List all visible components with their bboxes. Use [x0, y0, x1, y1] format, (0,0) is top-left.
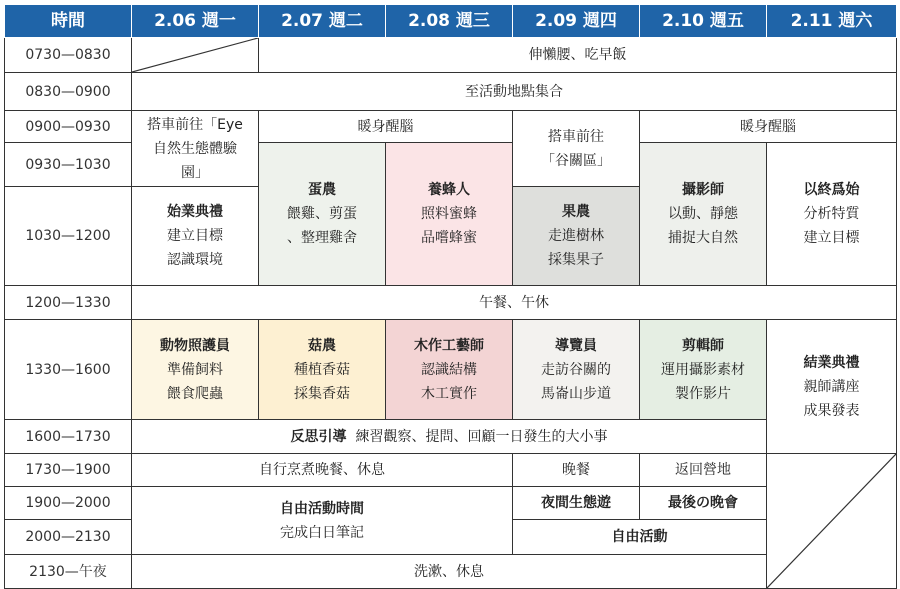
activity-line-2: 木工實作	[421, 385, 477, 402]
thu-bus	[513, 111, 640, 187]
thu-orchard-farmer	[513, 187, 640, 286]
activity-line-2: 成果發表	[803, 402, 860, 419]
activity-line-2: 馬崙山步道	[541, 385, 611, 402]
row-2130	[5, 555, 897, 589]
sat-empty-diagonal-cell	[767, 454, 897, 589]
free-activity: 自由活動	[513, 520, 767, 555]
time-slot: 0930—1030	[5, 143, 132, 187]
tue-egg-farmer	[259, 143, 386, 286]
activity-line-1: 分析特質	[803, 206, 860, 222]
activity-line-2: 採集果子	[548, 252, 604, 268]
diagonal-line	[132, 38, 258, 72]
activity-line-1: 餵雞、剪蛋	[287, 206, 357, 222]
activity-title: 果農	[562, 204, 590, 220]
activity-title: 以終爲始	[803, 182, 860, 198]
thu-night-eco-tour: 夜間生態遊	[513, 487, 640, 520]
activity-title: 動物照護員	[160, 337, 230, 354]
wed-woodworker	[386, 320, 513, 420]
thu-tour-guide	[513, 320, 640, 420]
time-slot: 2130—午夜	[5, 555, 132, 589]
time-slot: 1600—1730	[5, 420, 132, 454]
sat-closing-ceremony	[767, 320, 897, 454]
activity-title: 攝影師	[682, 182, 724, 198]
warmup-fri-sat: 暖身醒腦	[640, 111, 897, 143]
warmup-tue-wed: 暖身醒腦	[259, 111, 513, 143]
wash-rest: 洗漱、休息	[132, 555, 767, 589]
time-slot: 0900—0930	[5, 111, 132, 143]
mon-opening-ceremony	[132, 187, 259, 286]
time-slot: 0830—0900	[5, 73, 132, 111]
header-row	[5, 5, 897, 38]
empty-diagonal-cell	[132, 38, 259, 73]
activity-line-1: 走進樹林	[548, 228, 604, 244]
mon-bus-line-3: 園」	[181, 164, 209, 181]
fri-return-camp: 返回營地	[640, 454, 767, 487]
activity-line-1: 照料蜜蜂	[421, 206, 477, 222]
time-slot: 1900—2000	[5, 487, 132, 520]
header-day-sat: 2.11 週六	[767, 5, 897, 38]
mon-animal-keeper	[132, 320, 259, 420]
fri-photographer	[640, 143, 767, 286]
reflection-text: 練習觀察、提問、回顧一日發生的大小事	[355, 428, 608, 445]
activity-title: 結業典禮	[803, 354, 860, 371]
row-0830	[5, 73, 897, 111]
activity-line-1: 完成白日筆記	[280, 524, 364, 541]
fri-last-party: 最後の晚會	[640, 487, 767, 520]
row-1200	[5, 286, 897, 320]
activity-line-2: 採集香菇	[294, 385, 350, 402]
activity-line-1: 走訪谷關的	[541, 361, 611, 378]
header-day-thu: 2.09 週四	[513, 5, 640, 38]
time-slot: 1730—1900	[5, 454, 132, 487]
free-time	[132, 487, 513, 555]
activity-line-2: 品嚐蜂蜜	[421, 230, 477, 246]
gather: 至活動地點集合	[132, 73, 897, 111]
activity-line-1: 種植香菇	[294, 361, 350, 378]
tue-mushroom-farmer	[259, 320, 386, 420]
lunch: 午餐、午休	[132, 286, 897, 320]
activity-title: 導覽員	[555, 337, 597, 354]
activity-line-1: 準備飼料	[167, 361, 223, 378]
header-day-wed: 2.08 週三	[386, 5, 513, 38]
activity-title: 蛋農	[308, 182, 336, 198]
time-slot: 1200—1330	[5, 286, 132, 320]
header-time: 時間	[5, 5, 132, 38]
row-1600	[5, 420, 897, 454]
reflection	[132, 420, 767, 454]
activity-line-2: 餵食爬蟲	[167, 385, 223, 402]
row-1330	[5, 320, 897, 420]
stretch-breakfast: 伸懶腰、吃早飯	[259, 38, 897, 73]
mon-bus	[132, 111, 259, 187]
activity-line-1: 親師講座	[803, 378, 860, 395]
activity-title: 始業典禮	[167, 204, 223, 220]
activity-line-2: 、整理雞舍	[287, 230, 357, 246]
sat-begin-with-end	[767, 143, 897, 286]
activity-line-2: 建立目標	[803, 230, 860, 246]
thu-bus-line-1: 搭車前往	[548, 128, 604, 145]
activity-title: 菇農	[308, 337, 336, 354]
mon-bus-line-2: 自然生態體驗	[153, 140, 237, 157]
mon-bus-line-1: 搭車前往「Eye	[147, 116, 243, 133]
activity-line-2: 認識環境	[167, 252, 223, 268]
activity-title: 養蜂人	[428, 182, 470, 198]
activity-line-1: 建立目標	[167, 228, 223, 244]
header-day-tue: 2.07 週二	[259, 5, 386, 38]
activity-title: 木作工藝師	[414, 337, 484, 354]
activity-line-1: 以動、靜態	[668, 206, 738, 222]
fri-video-editor	[640, 320, 767, 420]
time-slot: 2000—2130	[5, 520, 132, 555]
activity-line-1: 運用攝影素材	[661, 361, 745, 378]
thu-dinner: 晚餐	[513, 454, 640, 487]
activity-title: 自由活動時間	[280, 500, 364, 517]
header-day-fri: 2.10 週五	[640, 5, 767, 38]
thu-bus-line-2: 「谷關區」	[541, 152, 611, 169]
row-0730	[5, 38, 897, 73]
wed-beekeeper	[386, 143, 513, 286]
activity-line-1: 認識結構	[421, 361, 477, 378]
activity-line-2: 捕捉大自然	[668, 230, 738, 246]
time-slot: 0730—0830	[5, 38, 132, 73]
schedule-table	[4, 4, 897, 589]
diagonal-line	[767, 454, 896, 588]
activity-title: 剪輯師	[682, 337, 724, 354]
reflection-title: 反思引導	[290, 428, 347, 445]
row-0900	[5, 111, 897, 143]
row-1730	[5, 454, 897, 487]
time-slot: 1030—1200	[5, 187, 132, 286]
row-1900	[5, 487, 897, 520]
activity-line-2: 製作影片	[675, 385, 731, 402]
cook-rest: 自行烹煮晚餐、休息	[132, 454, 513, 487]
time-slot: 1330—1600	[5, 320, 132, 420]
header-day-mon: 2.06 週一	[132, 5, 259, 38]
